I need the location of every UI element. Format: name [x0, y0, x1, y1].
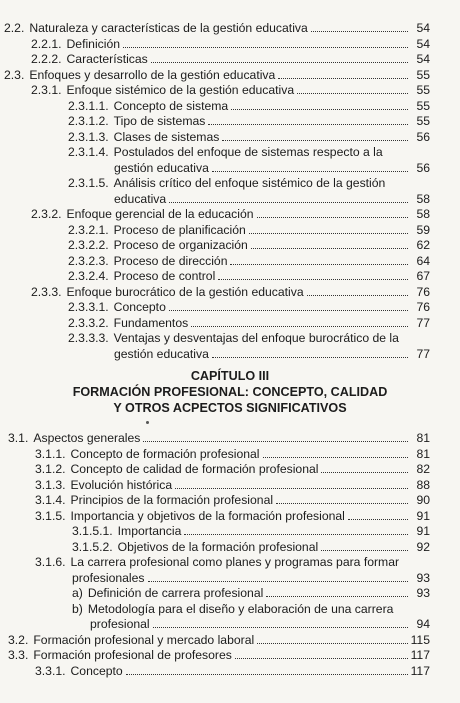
dot-leader: [191, 326, 408, 327]
dot-leader: [249, 233, 408, 234]
toc-entry: [0, 176, 460, 192]
toc-entry-title: Metodología para el diseño y elaboración de una carrera: [87, 601, 394, 616]
dot-leader: [169, 310, 408, 311]
toc-section-chapter-3: [0, 431, 460, 679]
toc-entry: [0, 68, 460, 84]
toc-entry-page: 56: [416, 129, 430, 144]
dot-leader: [126, 674, 408, 675]
toc-entry-number: 3.1.1.: [35, 446, 66, 461]
dot-leader: [321, 550, 408, 551]
dot-leader: [251, 248, 408, 249]
toc-entry-page: 54: [416, 36, 430, 51]
toc-entry-title: Importancia: [117, 524, 182, 538]
toc-entry-title: Concepto de sistema: [113, 98, 229, 113]
toc-entry-page: 93: [416, 570, 430, 585]
toc-entry-number: 2.3.3.: [31, 284, 62, 299]
toc-entry: [0, 478, 460, 494]
toc-entry: [0, 254, 460, 270]
toc-entry-title: Definición: [66, 36, 121, 51]
dot-leader: [123, 47, 408, 48]
toc-entry: [0, 99, 460, 115]
toc-entry-title: La carrera profesional como planes y programas para formar: [70, 555, 400, 569]
toc-entry-title: Formación profesional de profesores: [33, 648, 232, 662]
toc-entry-title: Enfoque burocrático de la gestión educativa: [66, 284, 304, 299]
dot-leader: [169, 202, 408, 203]
toc-entry-title: Características: [66, 52, 148, 66]
toc-entry-page: 56: [416, 160, 430, 175]
toc-entry-number: 3.1.4.: [35, 493, 66, 507]
toc-entry-page: 59: [416, 222, 430, 237]
toc-entry-number: 2.3.2.4.: [68, 269, 109, 283]
dot-leader: [348, 519, 408, 520]
toc-entry-number: 3.1.5.1.: [72, 524, 113, 538]
toc-entry-number: 3.1.3.: [35, 477, 66, 492]
toc-entry-title: Proceso de organización: [113, 238, 248, 252]
toc-entry-page: 77: [416, 346, 430, 361]
toc-entry-page: 62: [416, 238, 430, 252]
chapter-label: CAPÍTULO III: [190, 369, 270, 383]
toc-entry-title: Clases de sistemas: [113, 129, 220, 144]
dot-leader: [321, 472, 408, 473]
toc-entry-continuation: [0, 571, 460, 587]
toc-entry-number: 2.3.1.3.: [68, 129, 109, 144]
toc-entry-number: 3.3.: [8, 648, 29, 662]
toc-entry-continuation: [0, 161, 460, 177]
dot-leader: [257, 643, 408, 644]
toc-entry-number: 3.1.6.: [35, 555, 66, 569]
toc-entry-number: 3.1.5.2.: [72, 539, 113, 554]
toc-entry-title: Proceso de planificación: [113, 222, 246, 237]
toc-entry-number: 2.3.2.2.: [68, 238, 109, 252]
toc-entry-page: 76: [416, 284, 430, 299]
toc-entry-page: 91: [416, 508, 430, 523]
toc-entry-title: Concepto: [113, 300, 166, 314]
dot-leader: [208, 124, 408, 125]
toc-entry-page: 93: [416, 586, 430, 600]
toc-entry: [0, 602, 460, 618]
toc-entry: [0, 316, 460, 332]
toc-entry-page: 81: [416, 446, 430, 461]
dot-leader: [307, 295, 408, 296]
toc-entry: [0, 83, 460, 99]
toc-entry-number: 2.3.: [4, 67, 25, 82]
dot-leader: [212, 357, 408, 358]
ink-dot: [146, 421, 149, 424]
toc-entry-page: 55: [416, 114, 430, 128]
toc-entry: [0, 664, 460, 680]
toc-entry-page: 67: [416, 269, 430, 283]
toc-entry-title: Proceso de dirección: [113, 253, 228, 268]
toc-entry: [0, 21, 460, 37]
toc-entry-title: Concepto de formación profesional: [70, 446, 260, 461]
dot-leader: [175, 488, 408, 489]
dot-leader: [212, 171, 408, 172]
toc-entry-title: Definición de carrera profesional: [87, 586, 264, 600]
toc-entry-title: Naturaleza y características de la gestión educativa: [29, 21, 308, 35]
toc-entry-page: 55: [416, 67, 430, 82]
toc-entry: [0, 114, 460, 130]
toc-entry-page: 90: [416, 493, 430, 507]
chapter-title-line-2: Y OTROS ACPECTOS SIGNIFICATIVOS: [113, 401, 347, 415]
chapter-title-line-1: FORMACIÓN PROFESIONAL: CONCEPTO, CALIDAD: [72, 385, 388, 399]
toc-entry-title: Principios de la formación profesional: [70, 493, 274, 507]
toc-entry-continuation: [0, 192, 460, 208]
dot-leader: [218, 279, 408, 280]
toc-entry: [0, 52, 460, 68]
toc-entry-title: Postulados del enfoque de sistemas respecto a la: [113, 145, 383, 159]
toc-entry-number: 2.3.1.2.: [68, 114, 109, 128]
toc-entry-page: 92: [416, 539, 430, 554]
dot-leader: [257, 217, 408, 218]
toc-entry-page: 115: [410, 632, 430, 647]
toc-entry: [0, 648, 460, 664]
toc-entry: [0, 509, 460, 525]
toc-entry-number: 2.3.1.: [31, 83, 62, 97]
toc-entry-number: 2.2.1.: [31, 36, 62, 51]
dot-leader: [266, 596, 408, 597]
toc-entry-title-cont: profesional: [90, 617, 150, 631]
dot-leader: [143, 441, 408, 442]
toc-entry-title: Objetivos de la formación profesional: [117, 539, 319, 554]
toc-entry: [0, 540, 460, 556]
toc-entry-page: 76: [416, 300, 430, 314]
toc-entry: [0, 493, 460, 509]
chapter-heading: [0, 368, 460, 416]
toc-entry-number: 2.3.3.3.: [68, 331, 109, 345]
dot-leader: [311, 31, 408, 32]
toc-entry: [0, 37, 460, 53]
toc-entry-page: 54: [416, 21, 430, 35]
toc-entry-page: 58: [416, 207, 430, 221]
toc-entry-number: 2.3.1.4.: [68, 145, 109, 159]
toc-entry-page: 77: [416, 315, 430, 330]
toc-entry-page: 91: [416, 524, 430, 538]
toc-entry-page: 55: [416, 98, 430, 113]
toc-entry-title: Enfoque sistémico de la gestión educativa: [66, 83, 295, 97]
dot-leader: [231, 109, 408, 110]
toc-entry: [0, 145, 460, 161]
toc-entry-title: Importancia y objetivos de la formación profesional: [70, 508, 345, 523]
toc-entry: [0, 331, 460, 347]
toc-entry-title: Concepto de calidad de formación profesional: [70, 462, 319, 476]
toc-entry-number: 3.1.5.: [35, 508, 66, 523]
toc-entry-title-cont: gestión educativa: [114, 160, 209, 175]
toc-entry: [0, 431, 460, 447]
toc-entry: [0, 447, 460, 463]
toc-entry-number: 2.3.3.1.: [68, 300, 109, 314]
dot-leader: [230, 264, 408, 265]
toc-entry: [0, 633, 460, 649]
toc-entry: [0, 238, 460, 254]
toc-entry-title: Análisis crítico del enfoque sistémico de la gestión: [113, 176, 386, 190]
toc-entry-page: 55: [416, 83, 430, 97]
toc-entry-number: 3.1.2.: [35, 462, 66, 476]
toc-entry: [0, 269, 460, 285]
toc-entry-title: Formación profesional y mercado laboral: [33, 632, 255, 647]
toc-entry-number: a): [72, 586, 83, 600]
toc-entry-title: Concepto: [70, 663, 123, 678]
toc-entry-page: 82: [416, 462, 430, 476]
dot-leader: [235, 658, 408, 659]
toc-entry-number: 2.3.2.3.: [68, 253, 109, 268]
dot-leader: [153, 627, 408, 628]
toc-entry-page: 81: [416, 431, 430, 445]
toc-entry-title-cont: profesionales: [72, 570, 145, 585]
toc-entry-title: Evolución histórica: [70, 477, 173, 492]
toc-entry-number: 3.1.: [8, 431, 29, 445]
dot-leader: [151, 62, 408, 63]
toc-entry-title: Enfoque gerencial de la educación: [66, 207, 254, 221]
toc-entry-page: 58: [416, 191, 430, 206]
toc-entry-title-cont: gestión educativa: [114, 346, 209, 361]
toc-entry: [0, 524, 460, 540]
toc-entry: [0, 462, 460, 478]
toc-entry-page: 117: [410, 648, 430, 662]
dot-leader: [297, 93, 408, 94]
toc-entry-title: Ventajas y desventajas del enfoque burocrático de la: [113, 331, 399, 345]
toc-entry-number: b): [72, 601, 83, 616]
toc-entry-number: 2.3.1.1.: [68, 98, 109, 113]
toc-entry-page: 64: [416, 253, 430, 268]
toc-entry-page: 117: [410, 663, 430, 678]
toc-entry-title-cont: educativa: [114, 191, 167, 206]
toc-entry: [0, 586, 460, 602]
toc-entry: [0, 207, 460, 223]
toc-entry: [0, 223, 460, 239]
toc-entry-continuation: [0, 347, 460, 363]
dot-leader: [278, 78, 408, 79]
toc-entry-title: Tipo de sistemas: [113, 114, 206, 128]
toc-entry-number: 3.3.1.: [35, 663, 66, 678]
toc-entry-number: 2.3.2.1.: [68, 222, 109, 237]
toc-entry: [0, 300, 460, 316]
toc-entry-page: 94: [416, 617, 430, 631]
toc-entry-title: Fundamentos: [113, 315, 189, 330]
toc-entry-title: Aspectos generales: [33, 431, 141, 445]
toc-entry-number: 2.3.1.5.: [68, 176, 109, 190]
toc-entry-continuation: [0, 617, 460, 633]
toc-section-chapter-2: [0, 21, 460, 362]
toc-entry-number: 3.2.: [8, 632, 29, 647]
toc-entry-number: 2.3.2.: [31, 207, 62, 221]
dot-leader: [263, 457, 408, 458]
toc-entry-number: 2.3.3.2.: [68, 315, 109, 330]
dot-leader: [222, 140, 408, 141]
toc-entry: [0, 285, 460, 301]
toc-entry-title: Enfoques y desarrollo de la gestión educativa: [29, 67, 276, 82]
toc-entry: [0, 130, 460, 146]
toc-entry: [0, 555, 460, 571]
dot-leader: [148, 581, 409, 582]
dot-leader: [276, 503, 408, 504]
toc-entry-page: 88: [416, 477, 430, 492]
toc-entry-title: Proceso de control: [113, 269, 216, 283]
toc-entry-number: 2.2.2.: [31, 52, 62, 66]
dot-leader: [184, 534, 408, 535]
toc-entry-number: 2.2.: [4, 21, 25, 35]
toc-entry-page: 54: [416, 52, 430, 66]
